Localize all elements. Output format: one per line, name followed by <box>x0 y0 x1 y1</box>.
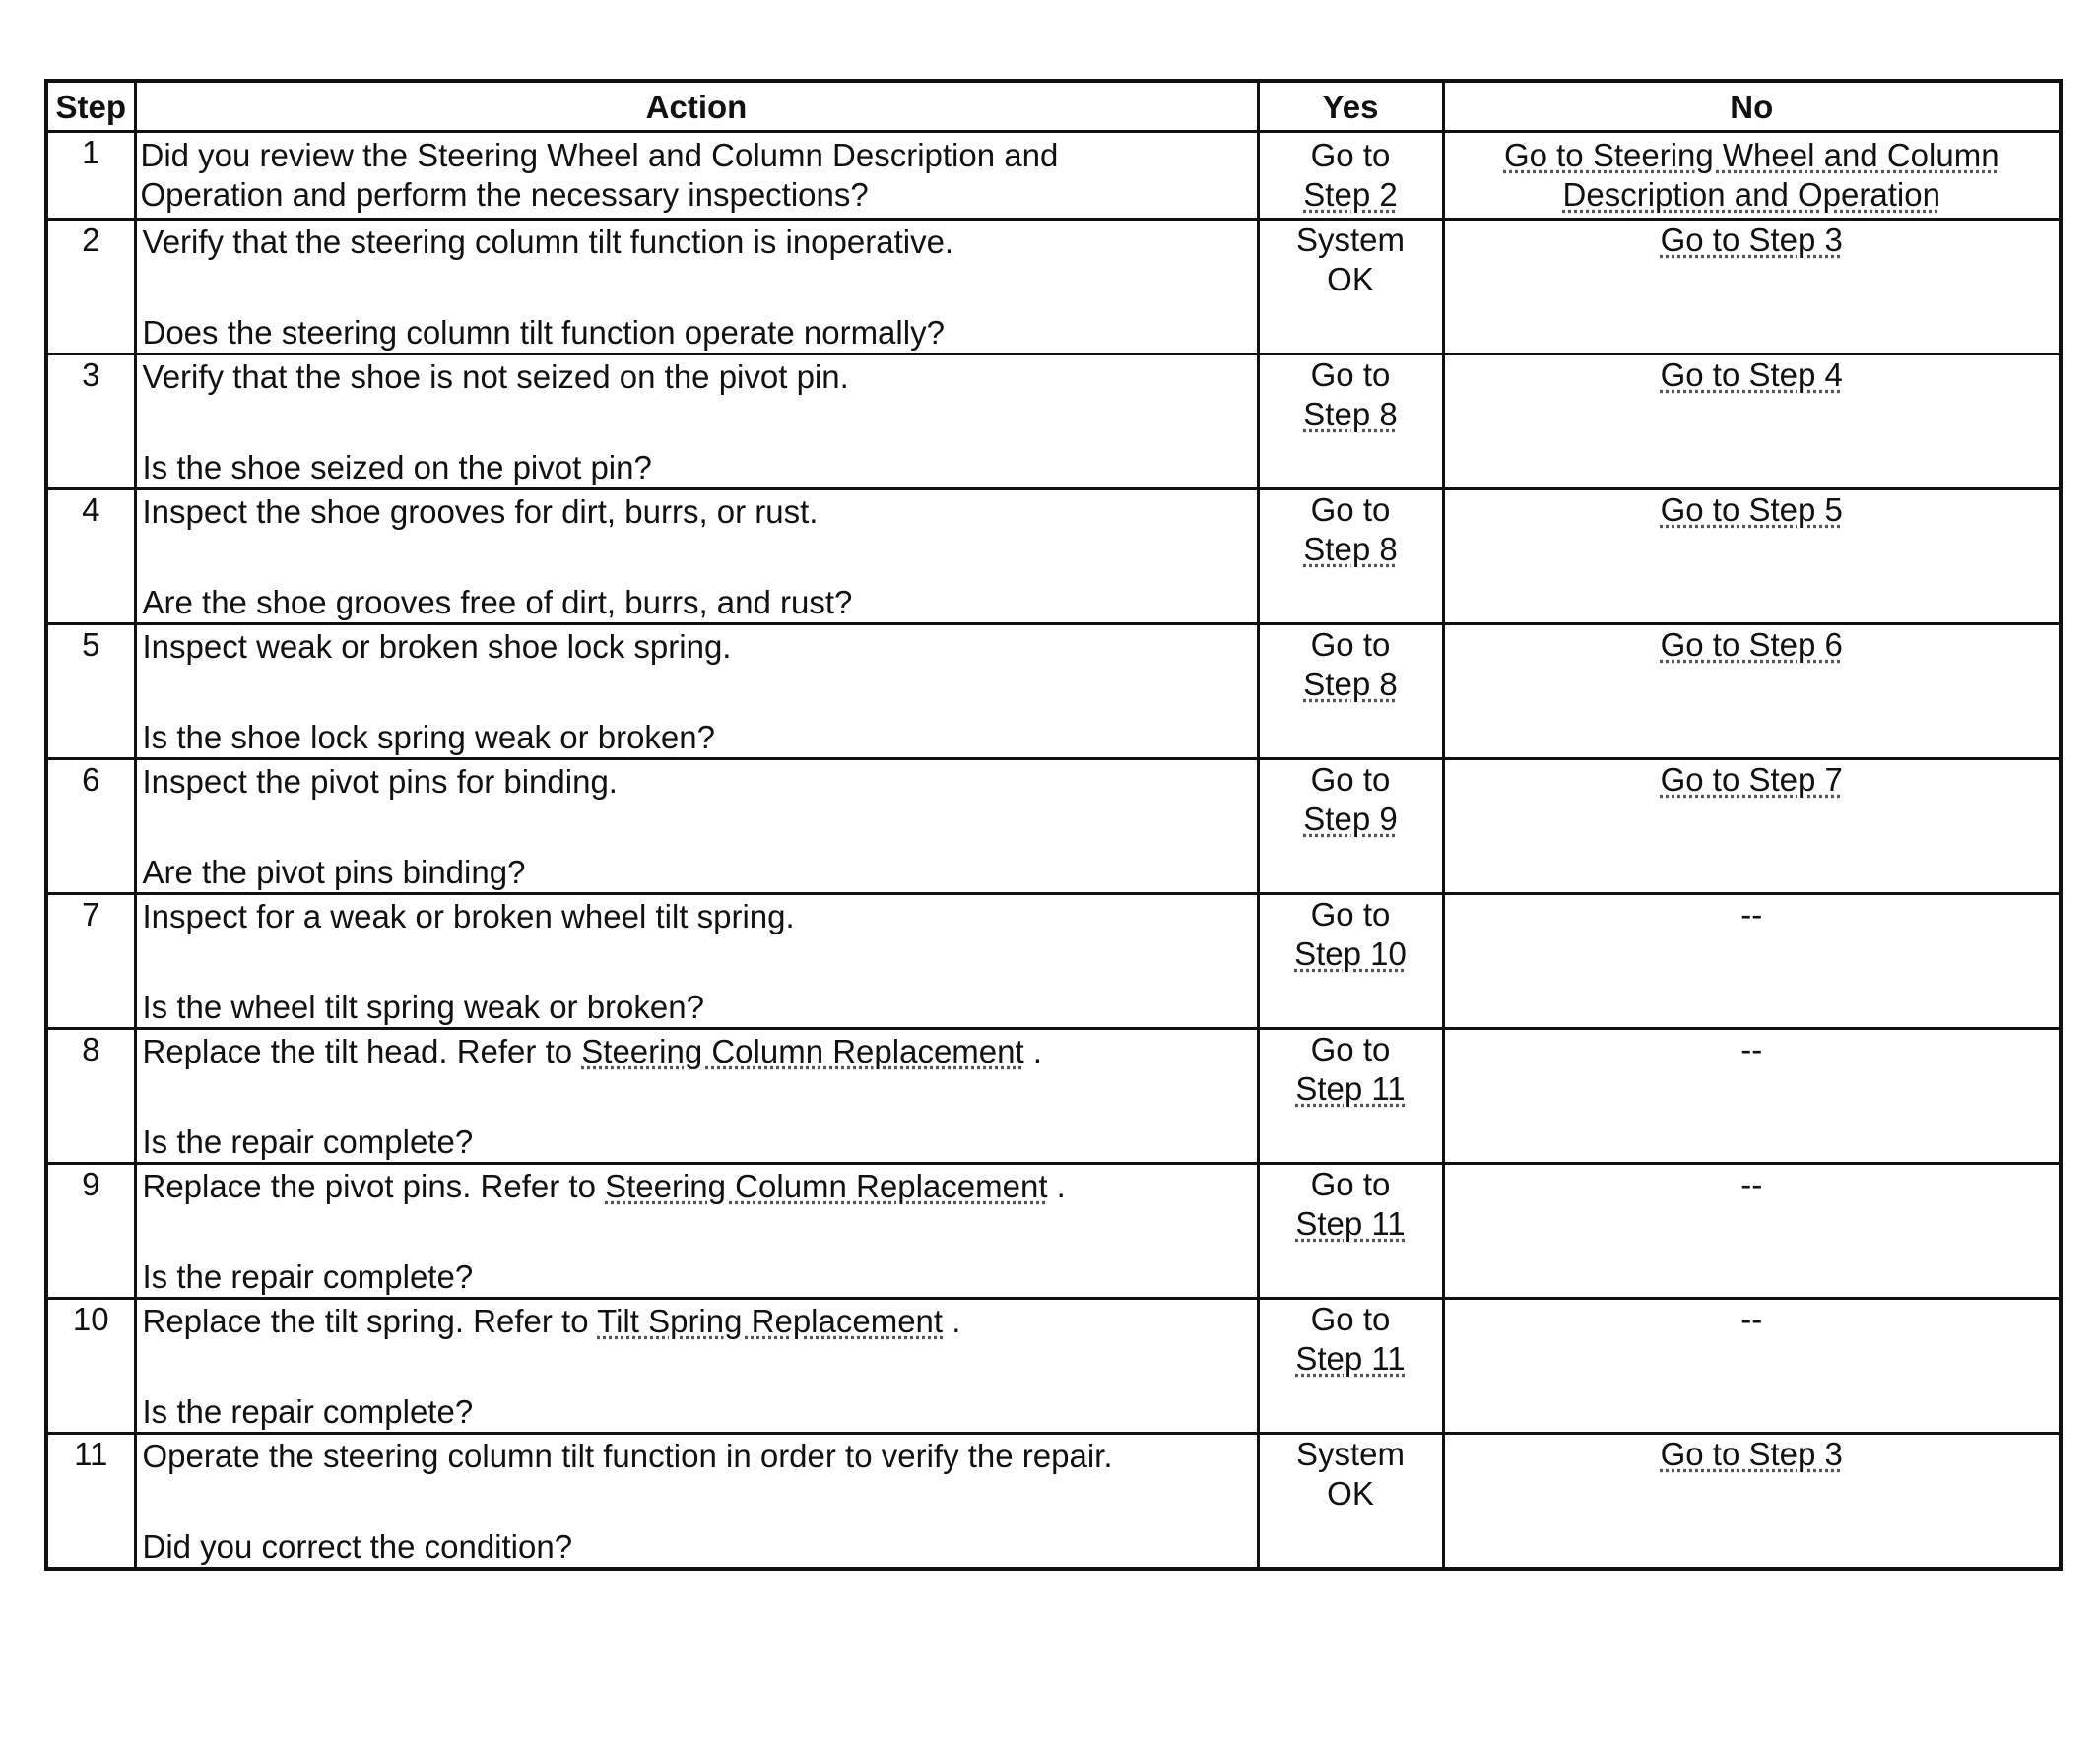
diagnostic-table <box>44 79 2063 1571</box>
header-action: Action <box>135 81 1258 132</box>
action-cell <box>135 1299 1258 1434</box>
yes-text: Go to <box>1310 1031 1391 1067</box>
action-instruction <box>143 1302 1253 1341</box>
action-cell <box>135 1434 1258 1570</box>
diagnostic-page <box>44 79 2059 1571</box>
yes-step-link[interactable]: Step 8 <box>1303 396 1398 432</box>
action-question: Is the shoe seized on the pivot pin? <box>142 449 652 485</box>
no-link[interactable]: Go to Steering Wheel and Column <box>1503 137 2000 173</box>
action-text: Replace the tilt head. Refer to <box>142 1033 582 1069</box>
action-instruction: Inspect the shoe grooves for dirt, burrs, or rust. <box>142 493 819 530</box>
yes-step-link[interactable]: Step 11 <box>1295 1205 1406 1242</box>
action-question: Is the shoe lock spring weak or broken? <box>142 719 715 755</box>
yes-cell <box>1258 220 1443 354</box>
header-row <box>46 81 2061 132</box>
step-number: 6 <box>46 759 135 894</box>
no-link[interactable]: Description and Operation <box>1562 176 1940 213</box>
yes-cell[interactable] <box>1258 1299 1443 1434</box>
no-step-link[interactable]: Go to Step 3 <box>1660 222 1843 258</box>
table-row <box>46 489 2061 624</box>
table-row <box>46 354 2061 489</box>
yes-cell[interactable] <box>1258 624 1443 759</box>
steering-column-replacement-link[interactable]: Steering Column Replacement <box>581 1033 1024 1069</box>
no-cell[interactable] <box>1443 759 2061 894</box>
no-cell[interactable] <box>1443 489 2061 624</box>
yes-text: Go to <box>1310 626 1391 663</box>
step-number: 4 <box>46 489 135 624</box>
no-cell <box>1443 1029 2061 1164</box>
action-cell <box>135 1164 1258 1299</box>
table-row <box>46 1164 2061 1299</box>
no-cell[interactable] <box>1443 132 2061 220</box>
yes-cell[interactable] <box>1258 132 1443 220</box>
no-step-link[interactable]: Go to Step 5 <box>1660 491 1843 528</box>
table-row <box>46 624 2061 759</box>
no-step-link[interactable]: Go to Step 7 <box>1660 761 1843 798</box>
table-row <box>46 1434 2061 1570</box>
table-row <box>46 1299 2061 1434</box>
yes-step-link[interactable]: Step 9 <box>1303 801 1398 837</box>
action-question: Are the pivot pins binding? <box>142 854 526 890</box>
no-text: -- <box>1740 1301 1763 1337</box>
table-row <box>46 220 2061 354</box>
action-cell <box>135 132 1258 220</box>
action-question: Are the shoe grooves free of dirt, burrs, and rust? <box>142 584 853 620</box>
step-number: 3 <box>46 354 135 489</box>
no-cell <box>1443 1164 2061 1299</box>
table-row <box>46 1029 2061 1164</box>
action-cell <box>135 624 1258 759</box>
yes-cell[interactable] <box>1258 759 1443 894</box>
action-instruction: Operate the steering column tilt function in order to verify the repair. <box>142 1438 1113 1474</box>
header-no: No <box>1443 81 2061 132</box>
no-cell[interactable] <box>1443 220 2061 354</box>
action-instruction: Inspect the pivot pins for binding. <box>142 763 618 800</box>
action-text: . <box>1023 1033 1043 1069</box>
step-number: 10 <box>46 1299 135 1434</box>
tilt-spring-replacement-link[interactable]: Tilt Spring Replacement <box>597 1303 944 1339</box>
table-row <box>46 132 2061 220</box>
yes-step-link[interactable]: Step 11 <box>1295 1070 1406 1107</box>
no-cell <box>1443 1299 2061 1434</box>
action-text: Replace the pivot pins. Refer to <box>142 1168 606 1204</box>
yes-text: Go to <box>1310 896 1391 933</box>
yes-text: System <box>1295 222 1406 258</box>
action-cell <box>135 1029 1258 1164</box>
action-text: . <box>943 1303 961 1339</box>
no-text: -- <box>1740 896 1763 933</box>
yes-text: OK <box>1327 261 1374 297</box>
yes-step-link[interactable]: Step 8 <box>1303 666 1398 702</box>
yes-cell <box>1258 1434 1443 1570</box>
step-number: 7 <box>46 894 135 1029</box>
yes-text: Go to <box>1310 491 1391 528</box>
yes-text: Go to <box>1310 761 1391 798</box>
action-instruction <box>143 1167 1253 1206</box>
no-step-link[interactable]: Go to Step 3 <box>1660 1436 1843 1472</box>
yes-text: Go to <box>1310 356 1391 393</box>
header-yes: Yes <box>1258 81 1443 132</box>
no-cell <box>1443 894 2061 1029</box>
action-question: Is the wheel tilt spring weak or broken? <box>142 989 704 1025</box>
no-cell[interactable] <box>1443 624 2061 759</box>
yes-step-link[interactable]: Step 2 <box>1303 176 1398 213</box>
action-line: Did you review the Steering Wheel and Column Description and <box>140 137 1059 173</box>
no-text: -- <box>1740 1166 1763 1202</box>
table-row <box>46 894 2061 1029</box>
yes-text: Go to <box>1310 1301 1391 1337</box>
header-step: Step <box>46 81 135 132</box>
action-question: Is the repair complete? <box>142 1124 474 1160</box>
yes-text: Go to <box>1310 1166 1391 1202</box>
yes-cell[interactable] <box>1258 894 1443 1029</box>
action-cell <box>135 759 1258 894</box>
yes-text: Go to <box>1310 137 1391 173</box>
yes-cell[interactable] <box>1258 1029 1443 1164</box>
step-number: 11 <box>46 1434 135 1570</box>
action-question: Did you correct the condition? <box>142 1528 573 1565</box>
step-number: 8 <box>46 1029 135 1164</box>
action-question: Is the repair complete? <box>142 1258 474 1295</box>
action-text: Replace the tilt spring. Refer to <box>142 1303 598 1339</box>
no-cell[interactable] <box>1443 1434 2061 1570</box>
yes-step-link[interactable]: Step 11 <box>1295 1340 1406 1377</box>
yes-step-link[interactable]: Step 10 <box>1294 935 1407 972</box>
action-cell <box>135 220 1258 354</box>
action-instruction: Verify that the shoe is not seized on the pivot pin. <box>142 358 849 395</box>
yes-text: System <box>1295 1436 1406 1472</box>
no-step-link[interactable]: Go to Step 6 <box>1660 626 1843 663</box>
action-cell <box>135 894 1258 1029</box>
action-question: Does the steering column tilt function operate normally? <box>142 314 945 351</box>
yes-text: OK <box>1327 1475 1374 1512</box>
yes-cell[interactable] <box>1258 1164 1443 1299</box>
yes-step-link[interactable]: Step 8 <box>1303 531 1398 567</box>
action-instruction: Inspect weak or broken shoe lock spring. <box>142 628 732 665</box>
steering-column-replacement-link[interactable]: Steering Column Replacement <box>605 1168 1048 1204</box>
step-number: 5 <box>46 624 135 759</box>
step-number: 1 <box>46 132 135 220</box>
action-instruction: Inspect for a weak or broken wheel tilt spring. <box>142 898 795 934</box>
action-instruction <box>143 1032 1253 1071</box>
table-row <box>46 759 2061 894</box>
no-cell[interactable] <box>1443 354 2061 489</box>
action-cell <box>135 489 1258 624</box>
action-line: Operation and perform the necessary inspections? <box>140 176 869 213</box>
action-text: . <box>1047 1168 1066 1204</box>
action-cell <box>135 354 1258 489</box>
step-number: 2 <box>46 220 135 354</box>
yes-cell[interactable] <box>1258 354 1443 489</box>
no-text: -- <box>1740 1031 1763 1067</box>
step-number: 9 <box>46 1164 135 1299</box>
action-instruction: Verify that the steering column tilt function is inoperative. <box>142 224 954 260</box>
action-question: Is the repair complete? <box>142 1393 474 1430</box>
no-step-link[interactable]: Go to Step 4 <box>1660 356 1843 393</box>
yes-cell[interactable] <box>1258 489 1443 624</box>
